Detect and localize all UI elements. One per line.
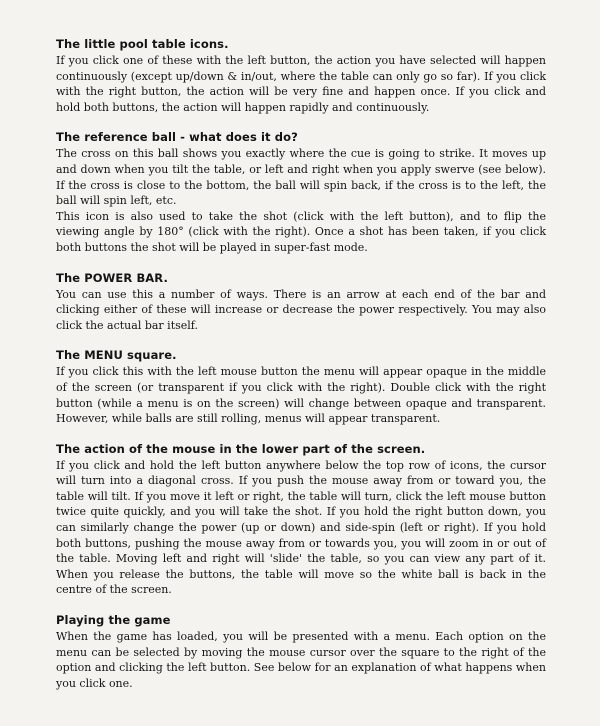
section-heading: The reference ball - what does it do? [56,130,298,145]
section-power-bar [56,270,546,334]
section-pool-table-icons [56,36,546,115]
section-menu-square [56,347,546,426]
section-paragraph: This icon is also used to take the shot (click with the left button), and to flip the viewing angle by 180° (click with the right). Once a shot has been taken, if you click both buttons the shot will be played in super-fast mode. [56,209,546,254]
section-heading: The MENU square. [56,348,177,363]
section-heading: The POWER BAR. [56,270,168,285]
section-paragraph: If you click and hold the left button anywhere below the top row of icons, the cursor will turn into a diagonal cross. If you push the mouse away from or toward you, the table will tilt. If you move it left or right, the table will turn, click the left mouse button twice quite quickly, and you will take the shot. If you hold the right button down, you can similarly change the power (up or down) and side-spin (left or right). If you hold both buttons, pushing the mouse away from or towards you, you will zoom in or out of the table. Moving left and right will 'slide' the table, so you can view any part of it. When you release the buttons, the table will move so the white ball is back in the centre of the screen. [56,458,546,597]
section-paragraph: You can use this a number of ways. There is an arrow at each end of the bar and clicking either of these will increase or decrease the power respectively. You may also click the actual bar itself. [56,287,546,332]
section-paragraph: If you click this with the left mouse button the menu will appear opaque in the middle of the screen (or transparent if you click with the right). Double click with the right button (while a menu is on the screen) will change between opaque and transparent. However, while balls are still rolling, menus will appear transparent. [56,365,546,426]
section-heading: The action of the mouse in the lower part of the screen. [56,441,426,456]
section-paragraph: The cross on this ball shows you exactly where the cue is going to strike. It moves up and down when you tilt the table, or left and right when you apply swerve (see below). If the cross is close to the bottom, the ball will spin back, if the cross is to the left, the ball will spin left, etc. [56,147,546,208]
manual-page [56,36,546,705]
section-paragraph: When the game has loaded, you will be presented with a menu. Each option on the menu can be selected by moving the mouse cursor over the square to the right of the option and clicking the left button. See below for an explanation of what happens when you click one. [56,630,546,690]
section-reference-ball [56,129,546,255]
section-heading: The little pool table icons. [56,37,229,51]
section-mouse-action [56,441,546,598]
section-paragraph: If you click one of these with the left button, the action you have selected will happen continuously (except up/down & in/out, where the table can only go so far). If you click with the right button, the action will be very fine and happen once. If you click and hold both buttons, the action will happen rapidly and continuously. [56,54,546,114]
section-heading: Playing the game [56,613,171,628]
section-playing-the-game [56,612,546,691]
